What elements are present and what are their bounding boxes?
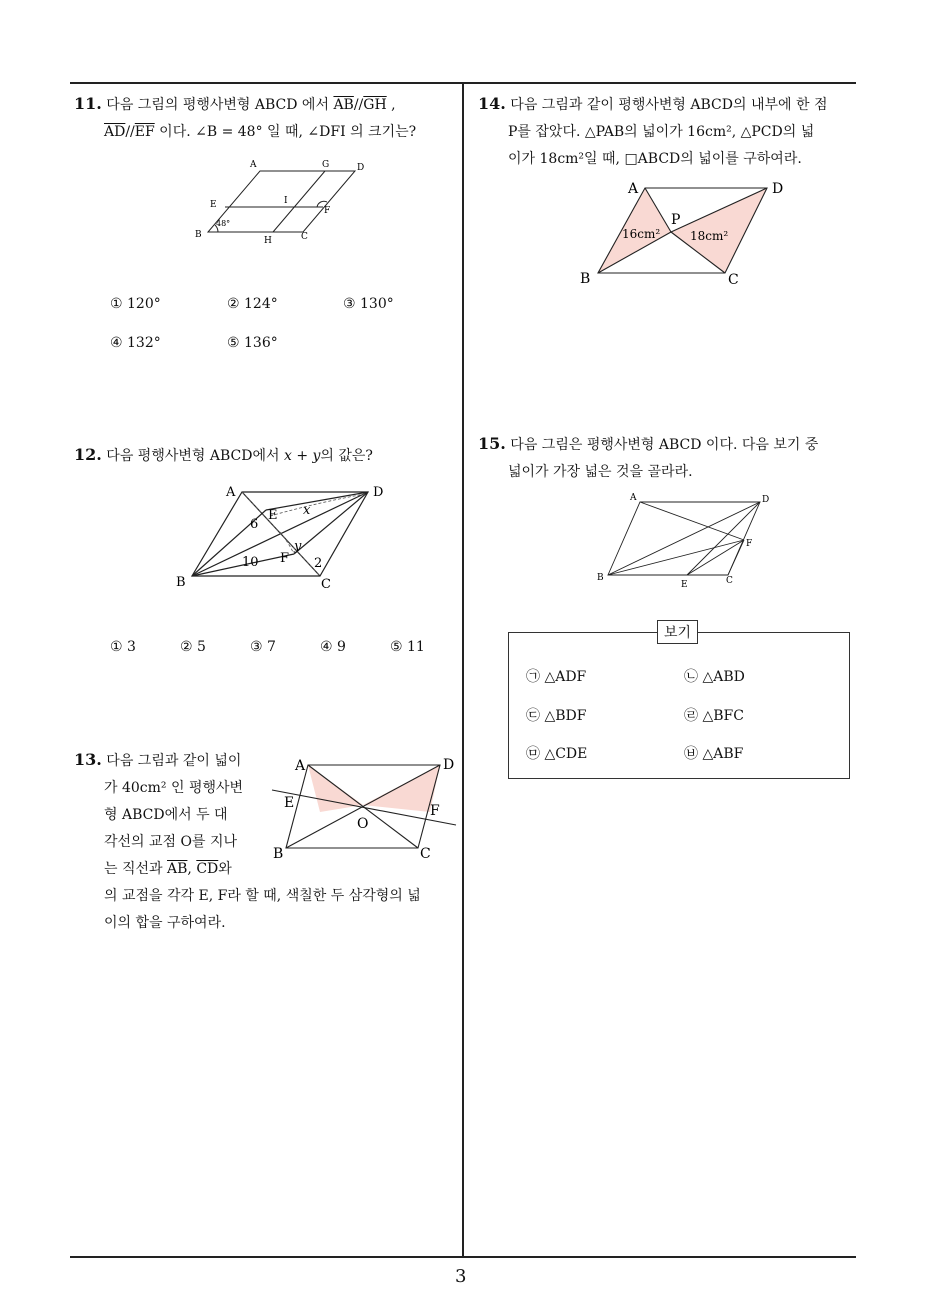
q11-question — [74, 90, 458, 146]
q11-choice-3[interactable]: ③ 130° — [343, 296, 394, 312]
q14-line2: P를 잡았다. △PAB의 넓이가 16cm², △PCD의 넓 — [508, 124, 815, 140]
q13-figure — [268, 752, 463, 864]
q12-label-c: C — [321, 577, 331, 592]
q11-label-f: F — [324, 206, 331, 216]
q15-option-4[interactable]: ㉣ △BFC — [684, 708, 744, 724]
q13-label-a: A — [295, 758, 306, 774]
q12-choice-1[interactable]: ① 3 — [110, 639, 136, 655]
q12-line-fd — [294, 492, 368, 554]
q12-label-a: A — [226, 485, 236, 500]
q12-text-a: 다음 평행사변형 ABCD에서 — [106, 448, 284, 464]
q11-seg-gh: $\overline{GH}$ — [363, 97, 387, 113]
q12-choice-3[interactable]: ③ 7 — [250, 639, 276, 655]
q11-text-b: 이다. ∠B = 48° 일 때, ∠DFI 의 크기는? — [154, 124, 417, 140]
q14-label-area1: 16cm² — [622, 227, 661, 241]
q11-parallel-2: // — [125, 124, 135, 140]
q14-figure — [575, 178, 795, 288]
q13-line7: 이의 합을 구하여라. — [104, 915, 226, 931]
q13-line1: 다음 그림과 같이 넓이 — [106, 753, 242, 769]
q12-question — [74, 441, 373, 470]
q11-number: 11. — [74, 94, 102, 113]
q12-label-x: x — [303, 503, 311, 518]
q13-line5-a: 는 직선과 — [104, 861, 167, 877]
q12-label-y: y — [294, 539, 302, 554]
q12-number: 12. — [74, 445, 102, 464]
q12-label-e: E — [268, 508, 278, 523]
q15-line-bf — [608, 540, 744, 575]
q13-seg-cd: $\overline{CD}$ — [196, 861, 219, 877]
bottom-rule — [70, 1256, 856, 1258]
q12-text-var: x + y — [283, 448, 321, 464]
q12-choice-4[interactable]: ④ 9 — [320, 639, 346, 655]
q14-label-p: P — [671, 212, 681, 228]
q11-label-a: A — [250, 160, 257, 170]
q13-line3: 형 ABCD에서 두 대 — [104, 807, 228, 823]
q13-shaded-triangle-1 — [308, 765, 363, 812]
q15-label-f: F — [746, 539, 753, 549]
q11-choice-4[interactable]: ④ 132° — [110, 335, 161, 351]
q12-label-2: 2 — [314, 556, 323, 571]
q12-label-6: 6 — [250, 517, 259, 532]
q14-label-c: C — [728, 272, 739, 288]
q15-option-6[interactable]: ㉥ △ABF — [684, 746, 744, 762]
q11-seg-ef: $\overline{EF}$ — [134, 124, 155, 140]
q15-question — [478, 430, 858, 486]
q13-line2: 가 40cm² 인 평행사변 — [104, 780, 244, 796]
q12-choice-2[interactable]: ② 5 — [180, 639, 206, 655]
q11-figure — [190, 155, 380, 250]
q15-line1: 다음 그림은 평행사변형 ABCD 이다. 다음 보기 중 — [510, 437, 819, 453]
q11-choice-1[interactable]: ① 120° — [110, 296, 161, 312]
q15-label-a: A — [630, 493, 637, 503]
q12-text-b: 의 값은? — [320, 448, 373, 464]
q14-question — [478, 90, 858, 173]
q13-label-e: E — [284, 795, 295, 811]
q11-label-c: C — [301, 232, 308, 242]
q15-label-c: C — [726, 576, 733, 586]
q15-line2: 넓이가 가장 넓은 것을 골라라. — [508, 464, 693, 480]
q11-choice-5[interactable]: ⑤ 136° — [227, 335, 278, 351]
q15-label-b: B — [597, 573, 604, 583]
q11-label-g: G — [322, 160, 330, 170]
q12-line-ed — [266, 492, 368, 510]
q12-figure — [170, 482, 400, 592]
q11-seg-ab: $\overline{AB}$ — [333, 97, 354, 113]
q11-choice-2[interactable]: ② 124° — [227, 296, 278, 312]
q13-label-f: F — [430, 803, 440, 819]
page-number: 3 — [455, 1266, 467, 1287]
q15-option-2[interactable]: ㉡ △ABD — [684, 669, 745, 685]
q13-number: 13. — [74, 750, 102, 769]
q13-line6: 의 교점을 각각 E, F라 할 때, 색칠한 두 삼각형의 넓 — [104, 888, 421, 904]
q15-option-5[interactable]: ㉤ △CDE — [526, 746, 588, 762]
q15-figure — [592, 490, 792, 590]
q15-label-e: E — [681, 580, 688, 590]
q11-label-d: D — [357, 163, 365, 173]
q14-line1: 다음 그림과 같이 평행사변형 ABCD의 내부에 한 점 — [510, 97, 828, 113]
q13-label-d: D — [443, 757, 455, 773]
q11-parallel-1: // — [353, 97, 364, 113]
q13-line5-comma: , — [187, 861, 197, 877]
q11-label-b: B — [195, 230, 202, 240]
q14-number: 14. — [478, 94, 506, 113]
q12-label-d: D — [373, 485, 384, 500]
q13-line4: 각선의 교점 O를 지나 — [104, 834, 238, 850]
q15-option-3[interactable]: ㉢ △BDF — [526, 708, 587, 724]
q13-label-c: C — [420, 846, 431, 862]
q11-line-gh — [273, 171, 325, 232]
q11-comma: , — [386, 97, 396, 113]
q12-label-b: B — [176, 575, 186, 590]
q11-angle-label: 48° — [216, 219, 231, 228]
q14-line3: 이가 18cm²일 때, □ABCD의 넓이를 구하여라. — [508, 151, 802, 167]
q15-bogi-title: 보기 — [657, 620, 698, 644]
q14-label-b: B — [580, 271, 591, 287]
q13-label-o: O — [357, 816, 369, 832]
column-divider — [462, 82, 464, 1257]
q14-label-d: D — [772, 181, 784, 197]
q15-label-d: D — [762, 495, 770, 505]
q11-label-i: I — [284, 196, 288, 206]
q11-seg-ad: $\overline{AD}$ — [104, 124, 126, 140]
q11-text-a: 다음 그림의 평행사변형 ABCD 에서 — [106, 97, 334, 113]
q13-seg-ab: $\overline{AB}$ — [167, 861, 188, 877]
q13-line5-b: 와 — [218, 861, 232, 877]
q15-line-bd — [608, 502, 760, 575]
q11-label-h: H — [264, 236, 272, 246]
q13-label-b: B — [273, 846, 284, 862]
q13-shaded-triangle-2 — [363, 765, 440, 812]
q14-label-area2: 18cm² — [690, 229, 729, 243]
q12-dashed-arc-x — [270, 494, 365, 516]
q15-number: 15. — [478, 434, 506, 453]
q15-option-1[interactable]: ㉠ △ADF — [526, 669, 587, 685]
q12-choice-5[interactable]: ⑤ 11 — [390, 639, 425, 655]
q11-label-e: E — [210, 200, 217, 210]
q14-label-a: A — [628, 181, 639, 197]
q12-label-10: 10 — [242, 555, 259, 570]
q12-label-f: F — [280, 551, 290, 566]
